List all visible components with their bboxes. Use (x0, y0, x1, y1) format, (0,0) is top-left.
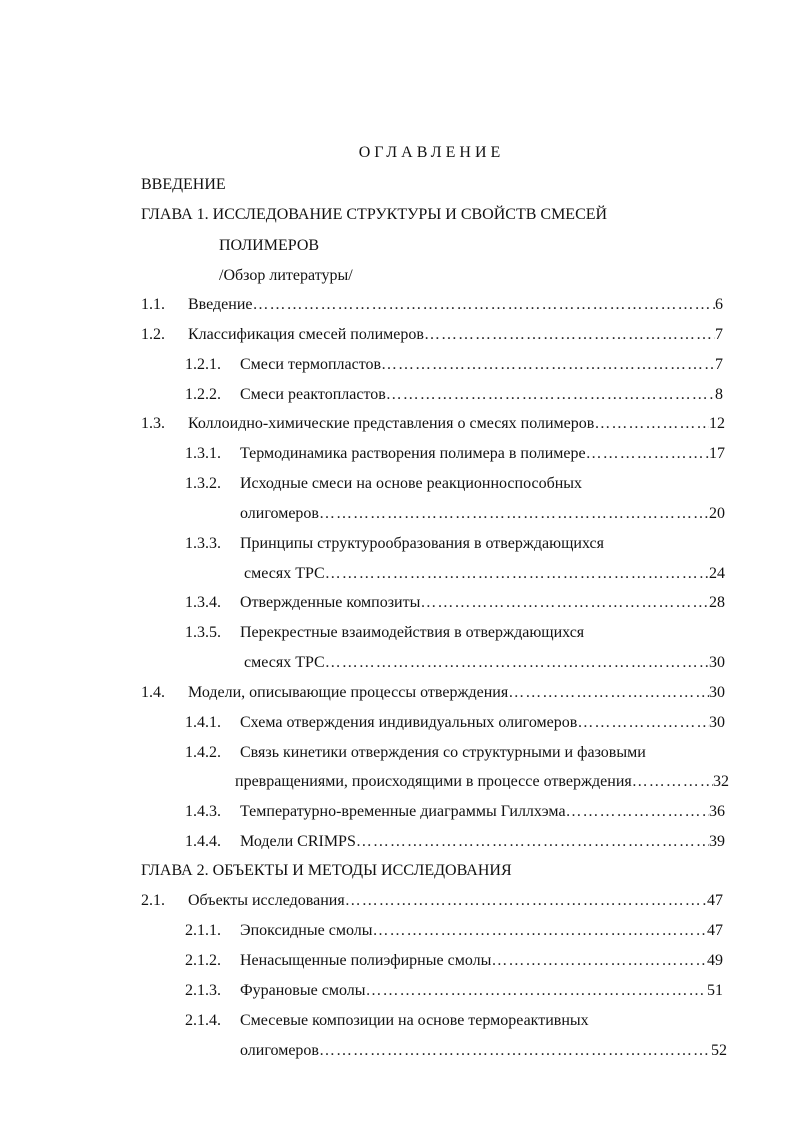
leader-dots (491, 951, 707, 971)
toc-text: Принципы структурообразования в отверждающихся (240, 535, 604, 552)
toc-line (240, 921, 723, 941)
toc-text: Отвержденные композиты (240, 594, 421, 611)
toc-line (244, 653, 725, 673)
toc-line (188, 414, 725, 434)
toc-text: Исходные смеси на основе реакционноспособных (240, 475, 583, 492)
toc-page: 36 (709, 803, 725, 820)
chapter2-heading: ГЛАВА 2. ОБЪЕКТЫ И МЕТОДЫ ИССЛЕДОВАНИЯ (141, 862, 512, 879)
toc-text: Термодинамика растворения полимера в полимере (240, 445, 586, 462)
leader-dots (345, 891, 707, 911)
leader-dots (566, 802, 709, 822)
toc-text: Ненасыщенные полиэфирные смолы (240, 952, 492, 969)
toc-number: 1.4.4. (185, 833, 221, 850)
toc-text: Модели, описывающие процессы отверждения (188, 684, 509, 701)
toc-page: 28 (709, 594, 725, 611)
toc-number: 1.3. (141, 415, 165, 432)
chapter1-heading-cont: ПОЛИМЕРОВ (219, 237, 320, 254)
toc-number: 1.3.4. (185, 594, 221, 611)
toc-number: 1.2.1. (185, 356, 221, 373)
leader-dots (365, 981, 707, 1001)
toc-page: 24 (709, 565, 725, 582)
toc-line (240, 713, 725, 733)
toc-page: 51 (707, 982, 723, 999)
toc-page: 47 (707, 892, 723, 909)
toc-line (244, 564, 725, 584)
intro-heading: ВВЕДЕНИЕ (141, 176, 226, 193)
chapter1-subtitle: /Обзор литературы/ (219, 267, 353, 284)
toc-line (235, 772, 729, 792)
leader-dots (253, 295, 716, 315)
toc-number: 1.1. (141, 296, 165, 313)
toc-text-cont: олигомеров (240, 505, 319, 522)
toc-line (240, 504, 725, 524)
toc-line (188, 891, 723, 911)
toc-line (240, 951, 723, 971)
toc-line (240, 981, 723, 1001)
toc-page: 52 (711, 1042, 727, 1059)
toc-number: 2.1.3. (185, 982, 221, 999)
toc-number: 1.3.3. (185, 535, 221, 552)
toc-text: Введение (188, 296, 253, 313)
toc-line (240, 355, 723, 375)
toc-line (188, 295, 723, 315)
toc-number: 1.4.3. (185, 803, 221, 820)
leader-dots (325, 653, 709, 673)
toc-number: 2.1.2. (185, 952, 221, 969)
toc-page: 8 (715, 386, 723, 403)
leader-dots (577, 713, 709, 733)
leader-dots (632, 772, 713, 792)
toc-line (240, 385, 723, 405)
toc-number: 1.4.1. (185, 714, 221, 731)
toc-line (240, 444, 725, 464)
toc-text: Эпоксидные смолы (240, 922, 373, 939)
toc-text-cont: олигомеров (240, 1042, 319, 1059)
toc-page: 39 (709, 833, 725, 850)
toc-text: Связь кинетики отверждения со структурными и фазовыми (240, 744, 646, 761)
toc-page: 12 (709, 415, 725, 432)
toc-text: Модели CRIMPS (240, 833, 356, 850)
leader-dots (319, 504, 709, 524)
toc-page: 30 (709, 714, 725, 731)
toc-number: 2.1.4. (185, 1012, 221, 1029)
toc-text: Перекрестные взаимодействия в отверждающихся (240, 624, 585, 641)
toc-number: 1.3.2. (185, 475, 221, 492)
leader-dots (381, 355, 715, 375)
toc-line (188, 325, 723, 345)
toc-number: 2.1.1. (185, 922, 221, 939)
toc-line (240, 1041, 727, 1061)
toc-text: Температурно-временные диаграммы Гиллхэма (240, 803, 566, 820)
leader-dots (356, 832, 709, 852)
toc-text: Смеси реактопластов (240, 386, 386, 403)
toc-text-cont: смесях ТРС (244, 654, 325, 671)
toc-number: 1.2. (141, 326, 165, 343)
toc-page: 17 (709, 445, 725, 462)
toc-page: 7 (715, 356, 723, 373)
toc-text: Смеси термопластов (240, 356, 382, 373)
leader-dots (325, 564, 709, 584)
toc-text: Смесевые композиции на основе термореактивных (240, 1012, 589, 1029)
toc-number: 1.4.2. (185, 744, 221, 761)
toc-text: Классификация смесей полимеров (188, 326, 424, 343)
toc-number: 1.3.1. (185, 445, 221, 462)
toc-number: 1.2.2. (185, 386, 221, 403)
toc-line (188, 683, 725, 703)
toc-number: 1.3.5. (185, 624, 221, 641)
page-title: ОГЛАВЛЕНИЕ (358, 144, 505, 161)
toc-page: 6 (715, 296, 723, 313)
chapter1-heading: ГЛАВА 1. ИССЛЕДОВАНИЕ СТРУКТУРЫ И СВОЙСТВ СМЕСЕЙ (141, 206, 608, 223)
leader-dots (386, 385, 715, 405)
toc-text-cont: превращениями, происходящими в процессе отверждения (235, 773, 632, 790)
toc-text-cont: смесях ТРС (244, 565, 325, 582)
toc-line (240, 593, 725, 613)
leader-dots (594, 414, 709, 434)
leader-dots (372, 921, 707, 941)
leader-dots (586, 444, 709, 464)
leader-dots (420, 593, 709, 613)
toc-page: 30 (709, 684, 725, 701)
toc-page: 7 (715, 326, 723, 343)
leader-dots (508, 683, 709, 703)
toc-text: Объекты исследования (188, 892, 345, 909)
toc-number: 1.4. (141, 684, 165, 701)
toc-number: 2.1. (141, 892, 165, 909)
leader-dots (424, 325, 715, 345)
toc-text: Схема отверждения индивидуальных олигомеров (240, 714, 578, 731)
toc-line (240, 802, 725, 822)
toc-line (240, 832, 725, 852)
toc-text: Фурановые смолы (240, 982, 366, 999)
toc-page: 32 (713, 773, 729, 790)
toc-page: 20 (709, 505, 725, 522)
toc-page: 30 (709, 654, 725, 671)
leader-dots (319, 1041, 711, 1061)
toc-page: 47 (707, 922, 723, 939)
toc-page: 49 (707, 952, 723, 969)
toc-text: Коллоидно-химические представления о смесях полимеров (188, 415, 595, 432)
